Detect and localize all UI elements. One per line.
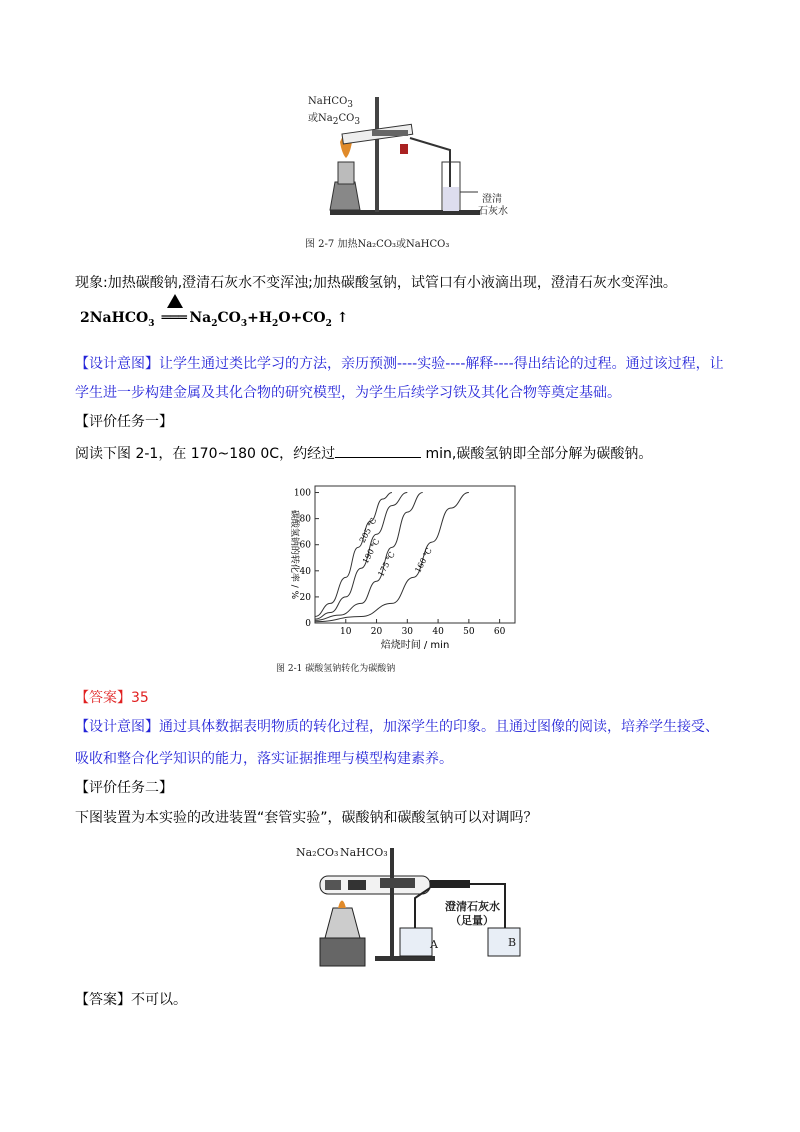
series-label-3: 160 ℃ bbox=[413, 546, 434, 575]
gas-arrow-icon: ↑ bbox=[336, 310, 349, 326]
y-axis-label: 碳酸氢钠的转化率 / % bbox=[289, 509, 299, 600]
label-na2co3: Na₂CO₃ bbox=[296, 846, 339, 859]
y-tick-label: 60 bbox=[299, 540, 311, 551]
x-tick-label: 40 bbox=[432, 627, 444, 637]
answer1 bbox=[75, 688, 149, 708]
fig27-limewater-1: 澄清 bbox=[482, 194, 502, 205]
design-intent-1-line1: 【设计意图】让学生通过类比学习的方法，亲历预测----实验----解释----得出结论的过程。通过该过程，让 bbox=[75, 356, 724, 372]
phenomenon-text: 现象:加热碳酸钠,澄清石灰水不变浑浊;加热碳酸氢钠，试管口有小液滴出现，澄清石灰水变浑浊。 bbox=[75, 275, 677, 291]
answer1-label: 【答案】 bbox=[75, 690, 131, 706]
x-tick-label: 20 bbox=[370, 627, 383, 637]
figure-heating-apparatus: NaHCO$_3$ 或$Na_2CO_3$ 澄清 石灰水 图 2-7 加热Na₂CO₃或NaHCO₃ bbox=[300, 92, 510, 252]
chart-caption: 图 2-1 碳酸氢钠转化为碳酸钠 bbox=[276, 664, 396, 674]
answer-blank bbox=[335, 443, 421, 458]
task1-question: 阅读下图 2-1，在 170~180 0C，约经过 min,碳酸氢钠即全部分解为碳酸钠。 bbox=[75, 443, 652, 464]
label-enough: （足量） bbox=[450, 914, 494, 927]
eq-lhs: 2NaHCO bbox=[80, 310, 149, 326]
fig27-limewater-2: 石灰水 bbox=[478, 206, 508, 217]
chemical-equation: 2NaHCO$_3$ ═══ $Na_2CO_3+H_2O+CO_2$ ↑ bbox=[80, 310, 348, 329]
fig27-label-or: 或Na bbox=[308, 113, 333, 124]
answer1-value: 35 bbox=[131, 690, 149, 706]
heat-triangle-icon bbox=[167, 294, 183, 308]
answer2-label: 【答案】 bbox=[75, 992, 131, 1008]
label-a: A bbox=[430, 938, 438, 951]
label-nahco3: NaHCO₃ bbox=[340, 846, 388, 859]
conversion-chart-svg bbox=[270, 478, 530, 678]
y-tick-label: 40 bbox=[299, 566, 311, 577]
fig27-label-nahco3: NaHCO bbox=[308, 96, 348, 107]
task1-heading: 【评价任务一】 bbox=[75, 414, 173, 430]
y-tick-label: 20 bbox=[299, 592, 311, 603]
y-tick-label: 100 bbox=[293, 488, 311, 499]
x-axis-label: 焙烧时间 / min bbox=[380, 640, 450, 651]
label-b: B bbox=[508, 936, 517, 949]
series-line-0 bbox=[315, 493, 392, 617]
x-tick-label: 60 bbox=[493, 627, 506, 637]
figure-tube-apparatus bbox=[290, 838, 525, 970]
answer2 bbox=[75, 990, 187, 1010]
x-tick-label: 10 bbox=[340, 627, 352, 637]
series-label-2: 175 ℃ bbox=[376, 550, 397, 579]
x-tick-label: 30 bbox=[401, 627, 414, 637]
eq-heat-arrow: ═══ bbox=[159, 310, 189, 326]
design-intent-1-line2: 学生进一步构建金属及其化合物的研究模型，为学生后续学习铁及其化合物等奠定基础。 bbox=[75, 385, 621, 401]
design-intent-2-line1: 【设计意图】通过具体数据表明物质的转化过程，加深学生的印象。且通过图像的阅读，培养学生接受、 bbox=[75, 719, 719, 735]
design-intent-2-line2: 吸收和整合化学知识的能力，落实证据推理与模型构建素养。 bbox=[75, 751, 453, 767]
label-limewater: 澄清石灰水 bbox=[445, 900, 500, 913]
y-tick-label: 80 bbox=[299, 514, 311, 525]
task2-heading: 【评价任务二】 bbox=[75, 780, 173, 796]
conversion-chart bbox=[270, 478, 530, 678]
series-label-1: 190 ℃ bbox=[360, 537, 382, 566]
fig27-caption: 图 2-7 加热Na₂CO₃或NaHCO₃ bbox=[305, 239, 450, 250]
task2-question: 下图装置为本实验的改进装置“套管实验”，碳酸钠和碳酸氢钠可以对调吗？ bbox=[75, 810, 538, 826]
chart-frame bbox=[315, 486, 515, 623]
series-label-0: 205 ℃ bbox=[357, 516, 379, 545]
answer2-value: 不可以。 bbox=[131, 992, 187, 1008]
x-tick-label: 50 bbox=[463, 627, 475, 637]
y-tick-label: 0 bbox=[305, 619, 311, 629]
